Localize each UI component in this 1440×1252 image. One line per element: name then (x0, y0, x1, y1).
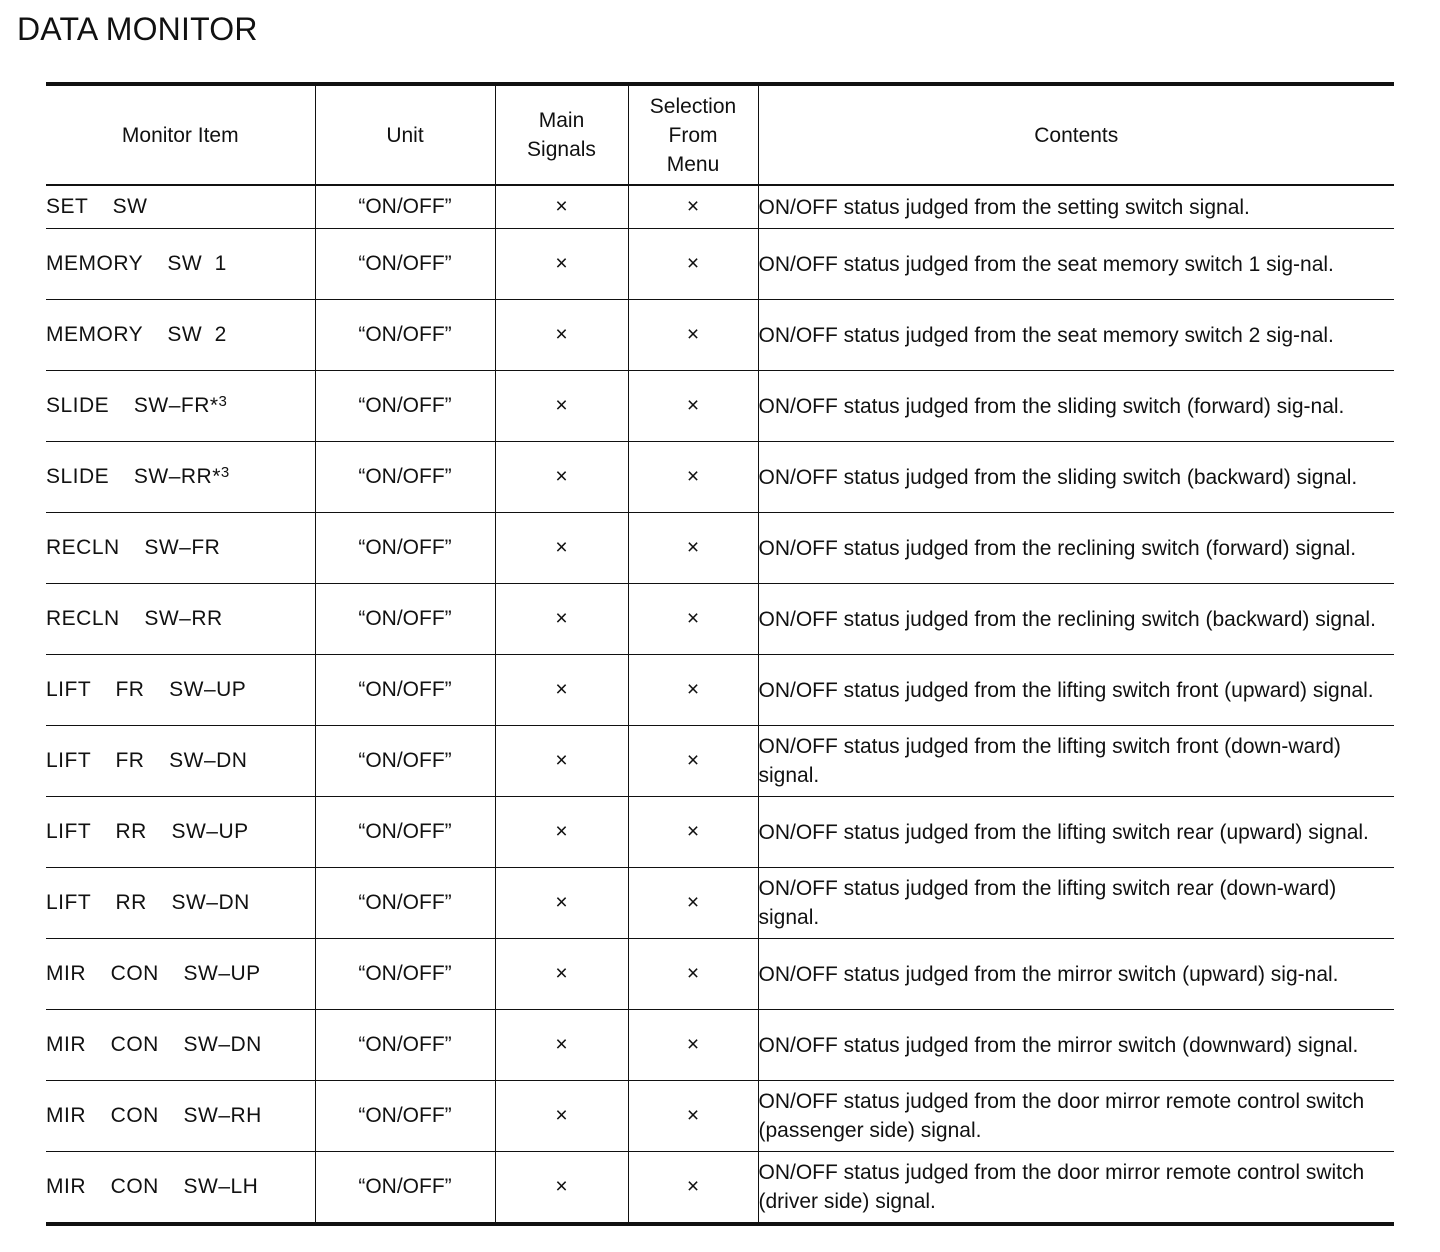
table-row (46, 797, 1394, 868)
table-row (46, 442, 1394, 513)
main-signals-mark: × (495, 1010, 628, 1081)
monitor-item-cell (46, 1152, 315, 1225)
selection-from-menu-mark: × (628, 513, 758, 584)
selection-from-menu-mark: × (628, 655, 758, 726)
main-signals-mark: × (495, 797, 628, 868)
header-unit: Unit (315, 84, 495, 185)
table-row (46, 939, 1394, 1010)
monitor-item-name: MEMORY SW 2 (46, 323, 227, 346)
monitor-item-cell (46, 939, 315, 1010)
unit-cell: “ON/OFF” (315, 939, 495, 1010)
unit-cell: “ON/OFF” (315, 584, 495, 655)
selection-from-menu-mark: × (628, 726, 758, 797)
data-monitor-table (46, 82, 1394, 1226)
header-monitor-item: Monitor Item (46, 84, 315, 185)
header-selection-line: Selection (649, 94, 737, 118)
selection-from-menu-mark: × (628, 229, 758, 300)
contents-cell: ON/OFF status judged from the seat memory switch 2 sig-nal. (758, 300, 1394, 371)
table-header-row (46, 84, 1394, 185)
monitor-item-cell (46, 584, 315, 655)
table-row (46, 868, 1394, 939)
unit-cell: “ON/OFF” (315, 513, 495, 584)
main-signals-mark: × (495, 655, 628, 726)
main-signals-mark: × (495, 371, 628, 442)
monitor-item-cell (46, 371, 315, 442)
unit-cell: “ON/OFF” (315, 1010, 495, 1081)
contents-cell: ON/OFF status judged from the setting switch signal. (758, 185, 1394, 229)
contents-cell: ON/OFF status judged from the lifting switch rear (upward) signal. (758, 797, 1394, 868)
unit-cell: “ON/OFF” (315, 185, 495, 229)
main-signals-mark: × (495, 584, 628, 655)
contents-cell: ON/OFF status judged from the lifting switch front (down-ward) signal. (758, 726, 1394, 797)
footnote-marker: 3 (218, 393, 228, 410)
monitor-item-name: MIR CON SW–UP (46, 962, 261, 985)
footnote-marker: 3 (220, 464, 230, 481)
monitor-item-name: MIR CON SW–DN (46, 1033, 262, 1056)
unit-cell: “ON/OFF” (315, 655, 495, 726)
selection-from-menu-mark: × (628, 584, 758, 655)
selection-from-menu-mark: × (628, 939, 758, 1010)
unit-cell: “ON/OFF” (315, 229, 495, 300)
monitor-item-name: MEMORY SW 1 (46, 252, 227, 275)
monitor-item-cell (46, 185, 315, 229)
monitor-item-name: SET SW (46, 195, 148, 218)
monitor-item-name: LIFT FR SW–UP (46, 678, 247, 701)
monitor-item-name: MIR CON SW–RH (46, 1104, 262, 1127)
table-row (46, 1152, 1394, 1225)
monitor-item-name: SLIDE SW–RR* (46, 465, 221, 488)
unit-cell: “ON/OFF” (315, 1152, 495, 1225)
contents-cell: ON/OFF status judged from the door mirror remote control switch (driver side) signal. (758, 1161, 1365, 1213)
main-signals-mark: × (495, 726, 628, 797)
header-selection-from-menu (628, 84, 758, 185)
unit-cell: “ON/OFF” (315, 442, 495, 513)
main-signals-mark: × (495, 1081, 628, 1152)
monitor-item-name: LIFT FR SW–DN (46, 749, 248, 772)
selection-from-menu-mark: × (628, 300, 758, 371)
table-row (46, 371, 1394, 442)
selection-from-menu-mark: × (628, 868, 758, 939)
header-selection-line: Menu (666, 152, 720, 176)
header-main-signals (495, 84, 628, 185)
contents-cell: ON/OFF status judged from the mirror switch (downward) signal. (758, 1010, 1394, 1081)
monitor-item-name: LIFT RR SW–DN (46, 891, 250, 914)
unit-cell: “ON/OFF” (315, 868, 495, 939)
main-signals-mark: × (495, 300, 628, 371)
contents-cell: ON/OFF status judged from the lifting switch front (upward) signal. (758, 655, 1394, 726)
table-body (46, 185, 1394, 1224)
selection-from-menu-mark: × (628, 1010, 758, 1081)
monitor-item-cell (46, 513, 315, 584)
header-contents: Contents (758, 84, 1394, 185)
main-signals-mark: × (495, 868, 628, 939)
selection-from-menu-mark: × (628, 1152, 758, 1225)
monitor-item-name: RECLN SW–RR (46, 607, 223, 630)
table-row (46, 584, 1394, 655)
monitor-item-name: LIFT RR SW–UP (46, 820, 249, 843)
contents-cell: ON/OFF status judged from the seat memory switch 1 sig-nal. (758, 229, 1394, 300)
unit-cell: “ON/OFF” (315, 371, 495, 442)
table-row (46, 1081, 1394, 1152)
monitor-item-cell (46, 868, 315, 939)
header-main-signals-line: Signals (527, 138, 596, 161)
page-title: DATA MONITOR (17, 11, 258, 47)
table-row (46, 1010, 1394, 1081)
table-row (46, 229, 1394, 300)
selection-from-menu-mark: × (628, 797, 758, 868)
main-signals-mark: × (495, 513, 628, 584)
monitor-item-cell (46, 726, 315, 797)
monitor-item-name: MIR CON SW–LH (46, 1175, 259, 1198)
contents-cell: ON/OFF status judged from the reclining switch (forward) signal. (758, 513, 1394, 584)
unit-cell: “ON/OFF” (315, 300, 495, 371)
unit-cell: “ON/OFF” (315, 797, 495, 868)
table-row (46, 300, 1394, 371)
selection-from-menu-mark: × (628, 185, 758, 229)
main-signals-mark: × (495, 229, 628, 300)
monitor-item-cell (46, 655, 315, 726)
selection-from-menu-mark: × (628, 371, 758, 442)
contents-cell: ON/OFF status judged from the sliding switch (backward) signal. (758, 442, 1394, 513)
main-signals-mark: × (495, 939, 628, 1010)
monitor-item-cell (46, 229, 315, 300)
header-main-signals-line: Main (538, 109, 585, 132)
monitor-item-cell (46, 797, 315, 868)
monitor-item-cell (46, 300, 315, 371)
unit-cell: “ON/OFF” (315, 726, 495, 797)
contents-cell: ON/OFF status judged from the door mirror remote control switch (passenger side) signal. (758, 1081, 1394, 1152)
header-selection-line: From (668, 123, 718, 147)
monitor-item-cell (46, 1081, 315, 1152)
unit-cell: “ON/OFF” (315, 1081, 495, 1152)
table-row (46, 726, 1394, 797)
monitor-item-cell (46, 442, 315, 513)
contents-cell: ON/OFF status judged from the reclining switch (backward) signal. (758, 584, 1394, 655)
main-signals-mark: × (495, 442, 628, 513)
table-row (46, 513, 1394, 584)
contents-cell: ON/OFF status judged from the mirror switch (upward) sig-nal. (758, 939, 1394, 1010)
table-row (46, 185, 1394, 229)
monitor-item-name: RECLN SW–FR (46, 536, 221, 559)
main-signals-mark: × (495, 185, 628, 229)
table-row (46, 655, 1394, 726)
contents-cell: ON/OFF status judged from the lifting switch rear (down-ward) signal. (758, 868, 1394, 939)
monitor-item-name: SLIDE SW–FR* (46, 394, 219, 417)
selection-from-menu-mark: × (628, 442, 758, 513)
monitor-item-cell (46, 1010, 315, 1081)
contents-cell: ON/OFF status judged from the sliding switch (forward) sig-nal. (758, 371, 1394, 442)
selection-from-menu-mark: × (628, 1081, 758, 1152)
main-signals-mark: × (495, 1152, 628, 1225)
